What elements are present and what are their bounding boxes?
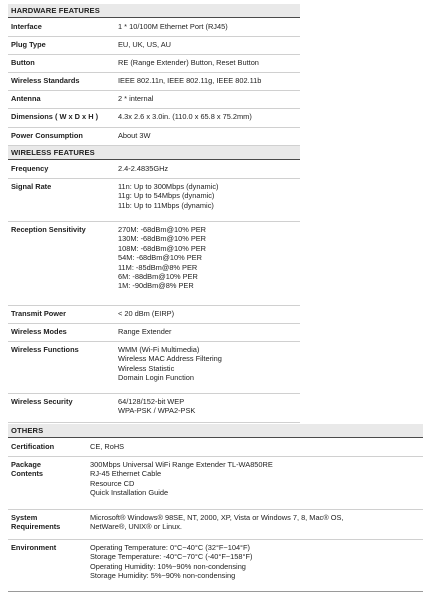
spec-value bbox=[90, 543, 252, 581]
spec-label: Environment bbox=[11, 543, 57, 552]
spec-row bbox=[8, 539, 423, 592]
spec-value-line: RJ-45 Ethernet Cable bbox=[90, 469, 162, 479]
spec-value-line: EU, UK, US, AU bbox=[118, 40, 171, 49]
spec-value bbox=[118, 397, 195, 416]
spec-row bbox=[8, 18, 300, 37]
spec-value-line: About 3W bbox=[118, 131, 151, 140]
spec-value-line: CE, RoHS bbox=[90, 442, 125, 451]
spec-value-line: Wireless Statistic bbox=[118, 363, 175, 373]
spec-label: Wireless Modes bbox=[11, 327, 67, 336]
spec-row bbox=[8, 178, 300, 222]
spec-value-line: 270M: -68dBm@10% PER bbox=[118, 225, 207, 234]
spec-value-line: 300Mbps Universal WiFi Range Extender TL-WA850RE bbox=[90, 460, 273, 469]
spec-value-line: RE (Range Extender) Button, Reset Button bbox=[118, 58, 259, 67]
spec-row bbox=[8, 54, 300, 73]
spec-value-line: 130M: -68dBm@10% PER bbox=[118, 234, 207, 244]
spec-label: Button bbox=[11, 58, 35, 67]
spec-value-line: 2.4-2.4835GHz bbox=[118, 164, 169, 173]
spec-row bbox=[8, 72, 300, 91]
spec-label: Transmit Power bbox=[11, 309, 67, 318]
spec-value bbox=[90, 442, 124, 451]
spec-value-line: 54M: -68dBm@10% PER bbox=[118, 253, 202, 263]
spec-label: Package Contents bbox=[11, 460, 44, 479]
spec-row bbox=[8, 127, 300, 146]
spec-value-line: IEEE 802.11n, IEEE 802.11g, IEEE 802.11b bbox=[118, 76, 262, 85]
spec-value-line: 11b: Up to 11Mbps (dynamic) bbox=[118, 200, 214, 210]
spec-value bbox=[118, 225, 206, 291]
spec-row bbox=[8, 323, 300, 342]
spec-value-line: Operating Temperature: 0°C~40°C (32°F~104°F) bbox=[90, 543, 250, 552]
table-bottom-rule bbox=[8, 591, 423, 592]
spec-label: Wireless Security bbox=[11, 397, 73, 406]
spec-label: System Requirements bbox=[11, 513, 61, 532]
spec-value bbox=[118, 22, 228, 31]
spec-value-line: WMM (Wi-Fi Multimedia) bbox=[118, 345, 200, 354]
spec-value-line: Wireless MAC Address Filtering bbox=[118, 354, 222, 364]
others-heading: OTHERS bbox=[8, 424, 423, 438]
spec-row bbox=[8, 36, 300, 55]
spec-value-line: 11g: Up to 54Mbps (dynamic) bbox=[118, 191, 215, 201]
spec-value-line: 64/128/152-bit WEP bbox=[118, 397, 185, 406]
spec-value bbox=[118, 112, 252, 121]
spec-value-line: Storage Humidity: 5%~90% non-condensing bbox=[90, 571, 236, 581]
spec-label: Reception Sensitivity bbox=[11, 225, 86, 234]
spec-label: Frequency bbox=[11, 164, 49, 173]
spec-label: Wireless Standards bbox=[11, 76, 80, 85]
spec-value bbox=[118, 164, 168, 173]
spec-value-line: 11n: Up to 300Mbps (dynamic) bbox=[118, 182, 219, 191]
spec-label: Wireless Functions bbox=[11, 345, 79, 354]
spec-value-line: Storage Temperature: -40°C~70°C (-40°F~158°F) bbox=[90, 552, 253, 562]
wireless-features-heading: WIRELESS FEATURES bbox=[8, 146, 300, 160]
spec-row bbox=[8, 221, 300, 306]
spec-value-line: 6M: -88dBm@10% PER bbox=[118, 272, 198, 282]
spec-label: Signal Rate bbox=[11, 182, 52, 191]
spec-value bbox=[118, 327, 171, 336]
hardware-features-heading: HARDWARE FEATURES bbox=[8, 4, 300, 18]
spec-value bbox=[118, 40, 171, 49]
spec-value-line: Operating Humidity: 10%~90% non-condensing bbox=[90, 561, 246, 571]
spec-value-line: 4.3x 2.6 x 3.0in. (110.0 x 65.8 x 75.2mm) bbox=[118, 112, 252, 121]
spec-value bbox=[118, 345, 222, 383]
spec-row bbox=[8, 509, 423, 540]
spec-value-line: Quick Installation Guide bbox=[90, 488, 169, 498]
spec-value-line: Domain Login Function bbox=[118, 373, 195, 383]
spec-row bbox=[8, 456, 423, 510]
spec-row bbox=[8, 108, 300, 128]
spec-value bbox=[90, 513, 343, 532]
spec-row bbox=[8, 393, 300, 423]
spec-row bbox=[8, 160, 300, 179]
spec-label: Dimensions ( W x D x H ) bbox=[11, 112, 99, 121]
spec-value-line: Microsoft® Windows® 98SE, NT, 2000, XP, Vista or Windows 7, 8, Mac® OS, bbox=[90, 513, 344, 522]
spec-label: Power Consumption bbox=[11, 131, 83, 140]
spec-value bbox=[118, 309, 174, 318]
spec-row bbox=[8, 438, 423, 457]
spec-row bbox=[8, 341, 300, 394]
spec-row bbox=[8, 90, 300, 109]
spec-value bbox=[118, 131, 150, 140]
spec-value-line: WPA-PSK / WPA2-PSK bbox=[118, 406, 196, 416]
spec-value-line: NetWare®, UNIX® or Linux. bbox=[90, 522, 182, 532]
spec-value bbox=[90, 460, 273, 498]
spec-value-line: 2 * internal bbox=[118, 94, 154, 103]
spec-label: Plug Type bbox=[11, 40, 46, 49]
spec-value-line: 108M: -68dBm@10% PER bbox=[118, 243, 207, 253]
spec-label: Antenna bbox=[11, 94, 41, 103]
spec-label: Certification bbox=[11, 442, 55, 451]
spec-value-line: 1 * 10/100M Ethernet Port (RJ45) bbox=[118, 22, 228, 31]
spec-value-line: < 20 dBm (EIRP) bbox=[118, 309, 175, 318]
spec-value bbox=[118, 94, 153, 103]
spec-value bbox=[118, 58, 259, 67]
spec-value bbox=[118, 182, 219, 210]
spec-value-line: 11M: -85dBm@8% PER bbox=[118, 262, 198, 272]
spec-value bbox=[118, 76, 261, 85]
spec-value-line: 1M: -90dBm@8% PER bbox=[118, 281, 194, 291]
spec-value-line: Range Extender bbox=[118, 327, 172, 336]
spec-row bbox=[8, 305, 300, 324]
spec-value-line: Resource CD bbox=[90, 478, 135, 488]
spec-label: Interface bbox=[11, 22, 42, 31]
